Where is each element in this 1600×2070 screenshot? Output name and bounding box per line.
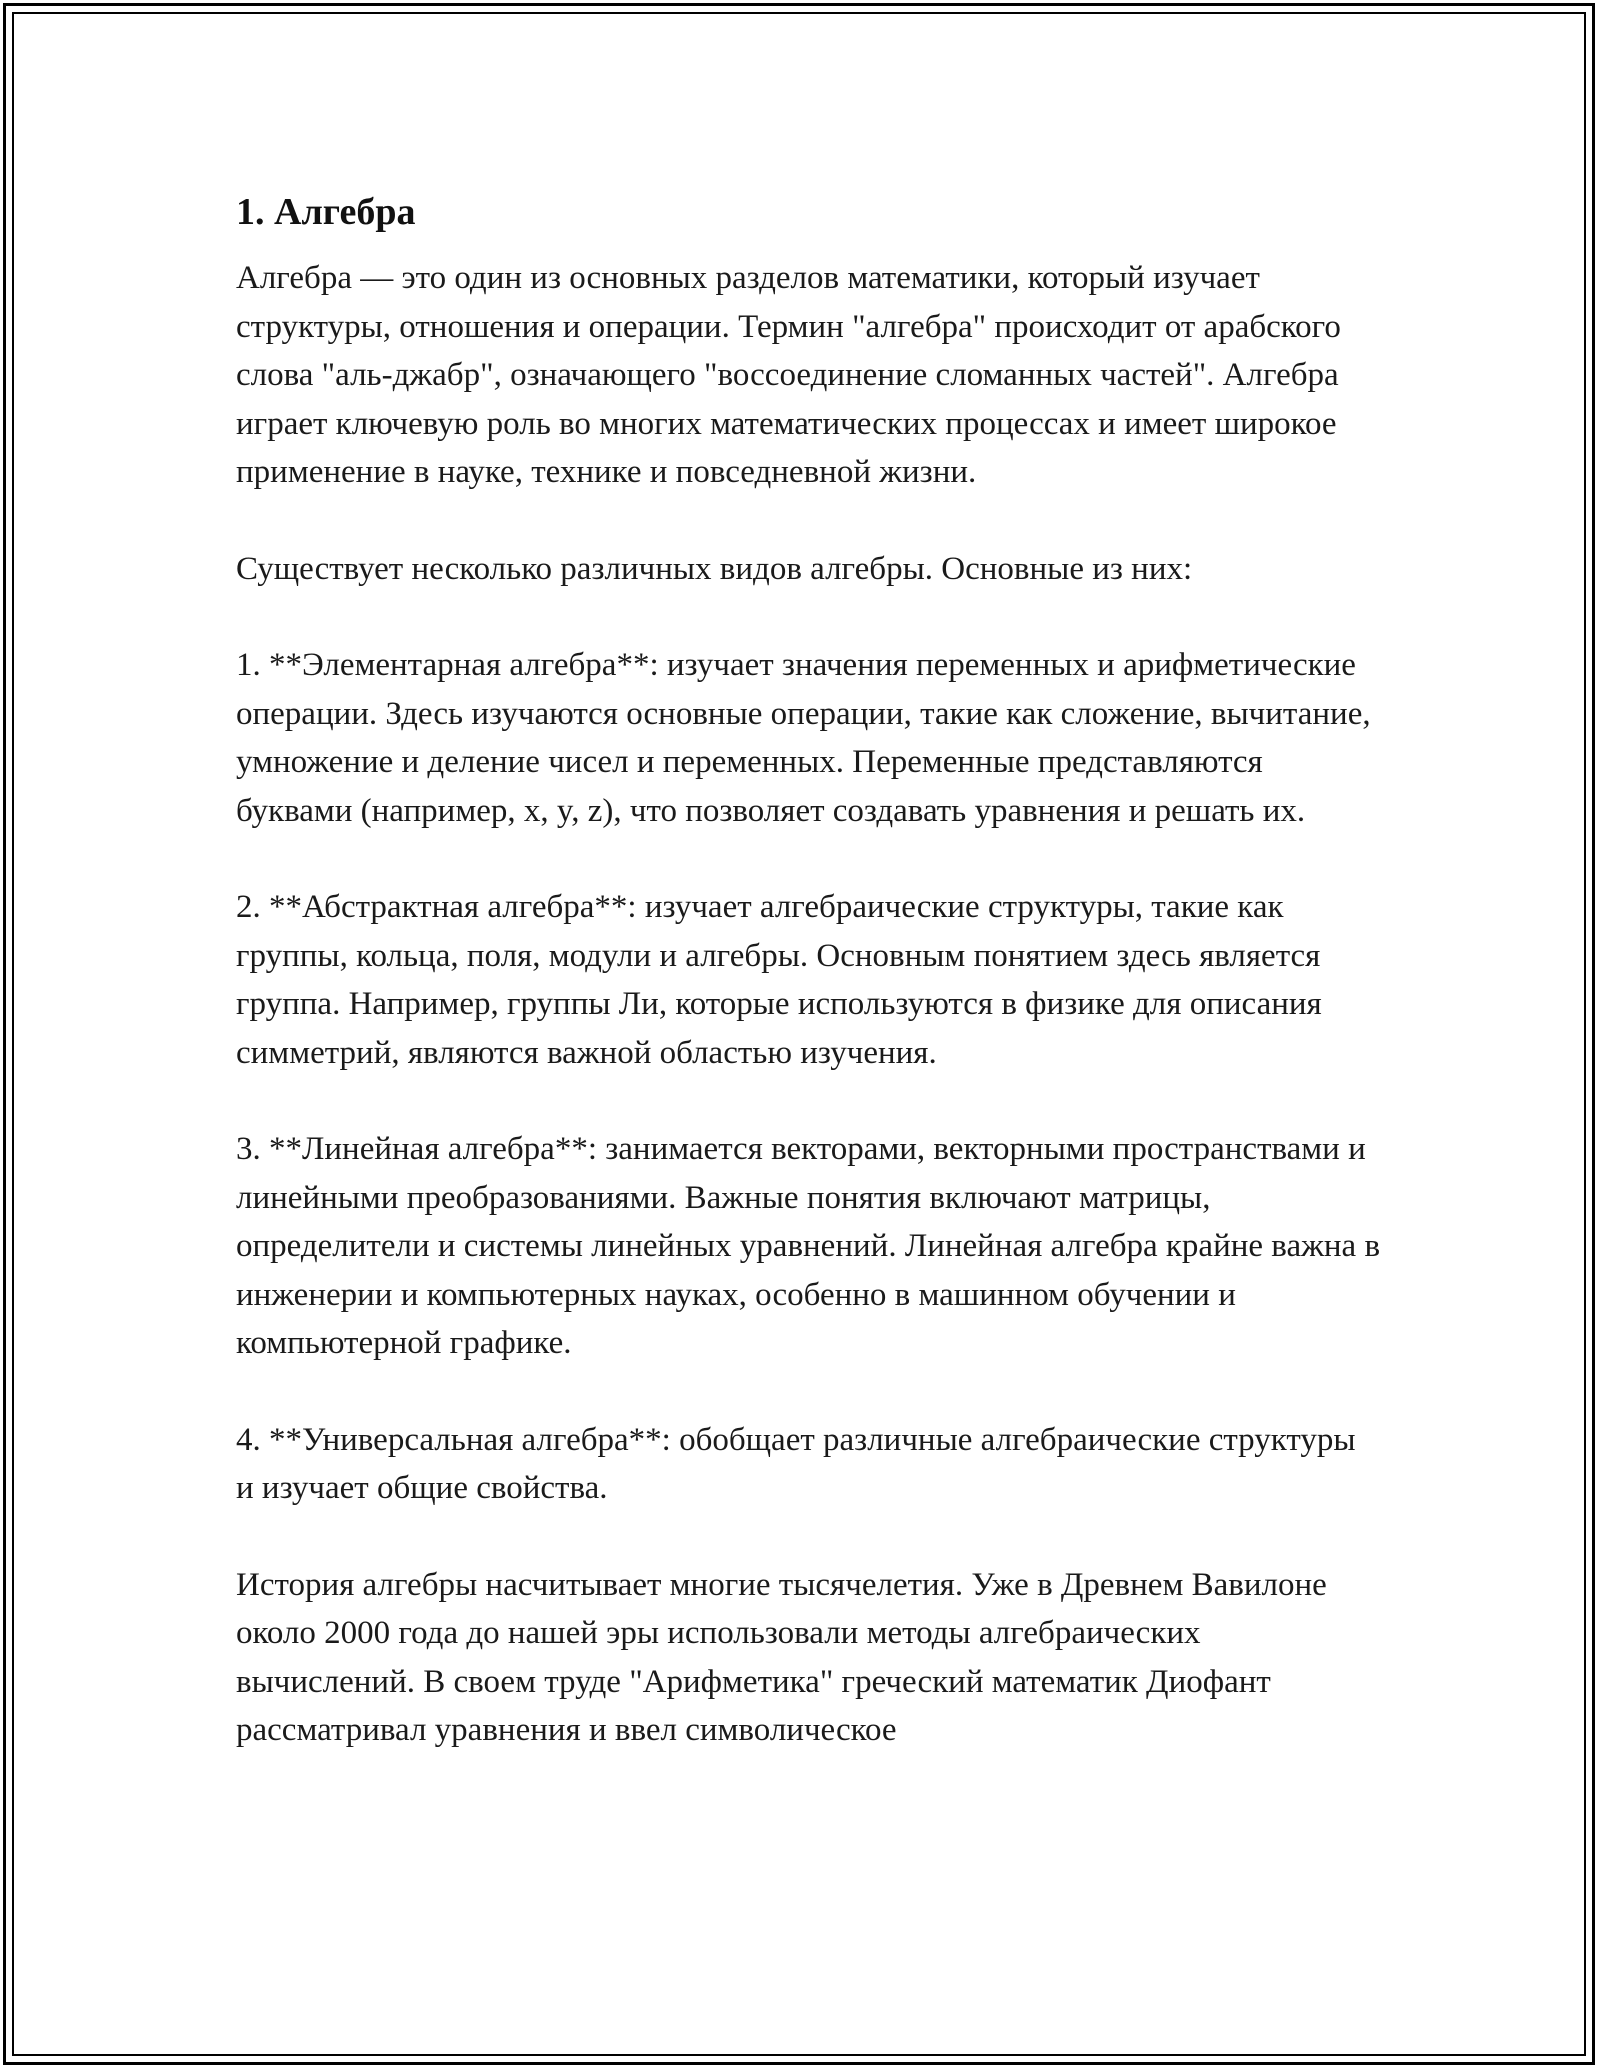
- list-item-linear-algebra: 3. **Линейная алгебра**: занимается векторами, векторными пространствами и линейными преобразованиями. Важные понятия включают матрицы, определители и системы линейных уравнений. Линейная алгебра крайне важна в инженерии и компьютерных науках, особенно в машинном обучении и компьютерной графике.: [236, 1131, 1381, 1361]
- list-item-elementary-algebra: 1. **Элементарная алгебра**: изучает значения переменных и арифметические операции. Здесь изучаются основные операции, такие как сложение, вычитание, умножение и деление чисел и переменных. Переменные представляются буквами (например, x, y, z), что позволяет создавать уравнения и решать их.: [236, 647, 1371, 829]
- paragraph-types-intro: Существует несколько различных видов алгебры. Основные из них:: [236, 550, 1193, 587]
- document-body: [236, 182, 1381, 1803]
- paragraph-intro: Алгебра — это один из основных разделов математики, который изучает структуры, отношения и операции. Термин "алгебра" происходит от арабского слова "аль-джабр", означающего "воссоединение сломанных частей". Алгебра играет ключевую роль во многих математических процессах и имеет широкое применение в науке, технике и повседневной жизни.: [236, 260, 1341, 490]
- paragraph-history: История алгебры насчитывает многие тысячелетия. Уже в Древнем Вавилоне около 2000 года до нашей эры использовали методы алгебраических вычислений. В своем труде "Арифметика" греческий математик Диофант рассматривал уравнения и ввел символическое: [236, 1566, 1327, 1748]
- section-heading: 1. Алгебра: [236, 191, 416, 233]
- list-item-abstract-algebra: 2. **Абстрактная алгебра**: изучает алгебраические структуры, такие как группы, кольца, поля, модули и алгебры. Основным понятием здесь является группа. Например, группы Ли, которые используются в физике для описания симметрий, являются важной областью изучения.: [236, 889, 1322, 1071]
- list-item-universal-algebra: 4. **Универсальная алгебра**: обобщает различные алгебраические структуры и изучает общие свойства.: [236, 1421, 1356, 1506]
